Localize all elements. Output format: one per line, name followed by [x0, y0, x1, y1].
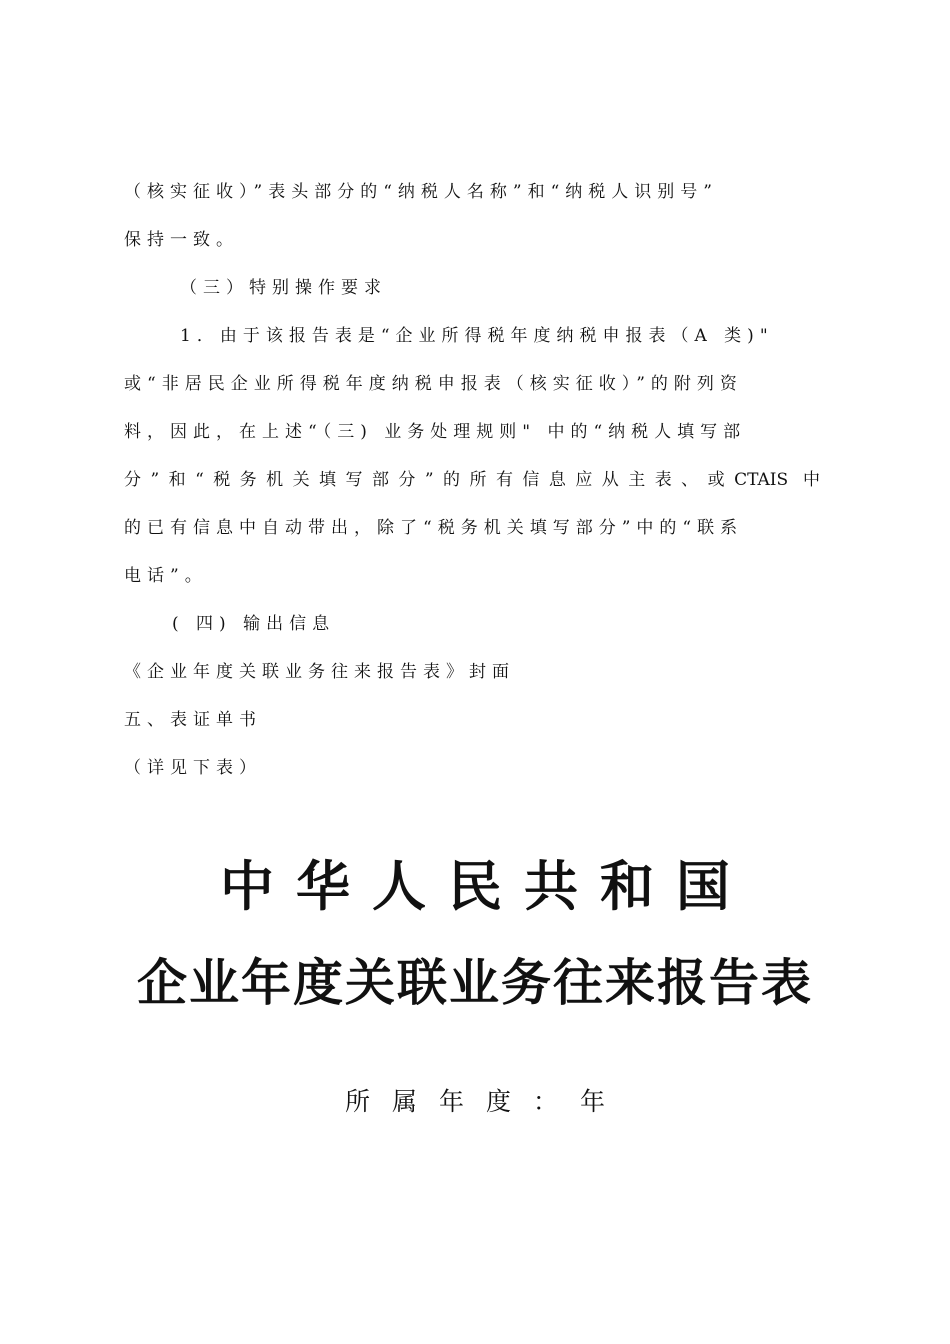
see-table-note: （详见下表） [124, 758, 262, 778]
paragraph-line-6: 料，因此，在上述“（三) 业务处理规则" 中的“纳税人填写部 [124, 422, 747, 442]
paragraph-line-7: 分”和“税务机关填写部分”的所有信息应从主表、或CTAIS 中 [124, 470, 820, 490]
report-cover-caption: 《企业年度关联业务往来报告表》封面 [124, 662, 515, 682]
paragraph-line-5: 或“非居民企业所得税年度纳税申报表（核实征收）”的附列资 [124, 374, 743, 394]
section-heading-forms: 五、表证单书 [124, 710, 262, 730]
section-heading-special-requirements: （三）特别操作要求 [180, 278, 387, 298]
cover-title-report: 企业年度关联业务往来报告表 [137, 954, 813, 1012]
cover-title-country: 中华人民共和国 [220, 855, 752, 918]
paragraph-line-8: 的已有信息中自动带出，除了“税务机关填写部分”中的“联系 [124, 518, 744, 538]
paragraph-line-9: 电话”。 [124, 566, 208, 586]
paragraph-line-1: （核实征收）”表头部分的“纳税人名称”和“纳税人识别号” [124, 182, 718, 202]
paragraph-line-2: 保持一致。 [124, 230, 239, 250]
paragraph-line-4: 1．由于该报告表是“企业所得税年度纳税申报表（A 类)" [180, 326, 774, 346]
section-heading-output-info: ( 四) 输出信息 [172, 614, 336, 634]
cover-year-label: 所属年度：年 [344, 1087, 627, 1116]
